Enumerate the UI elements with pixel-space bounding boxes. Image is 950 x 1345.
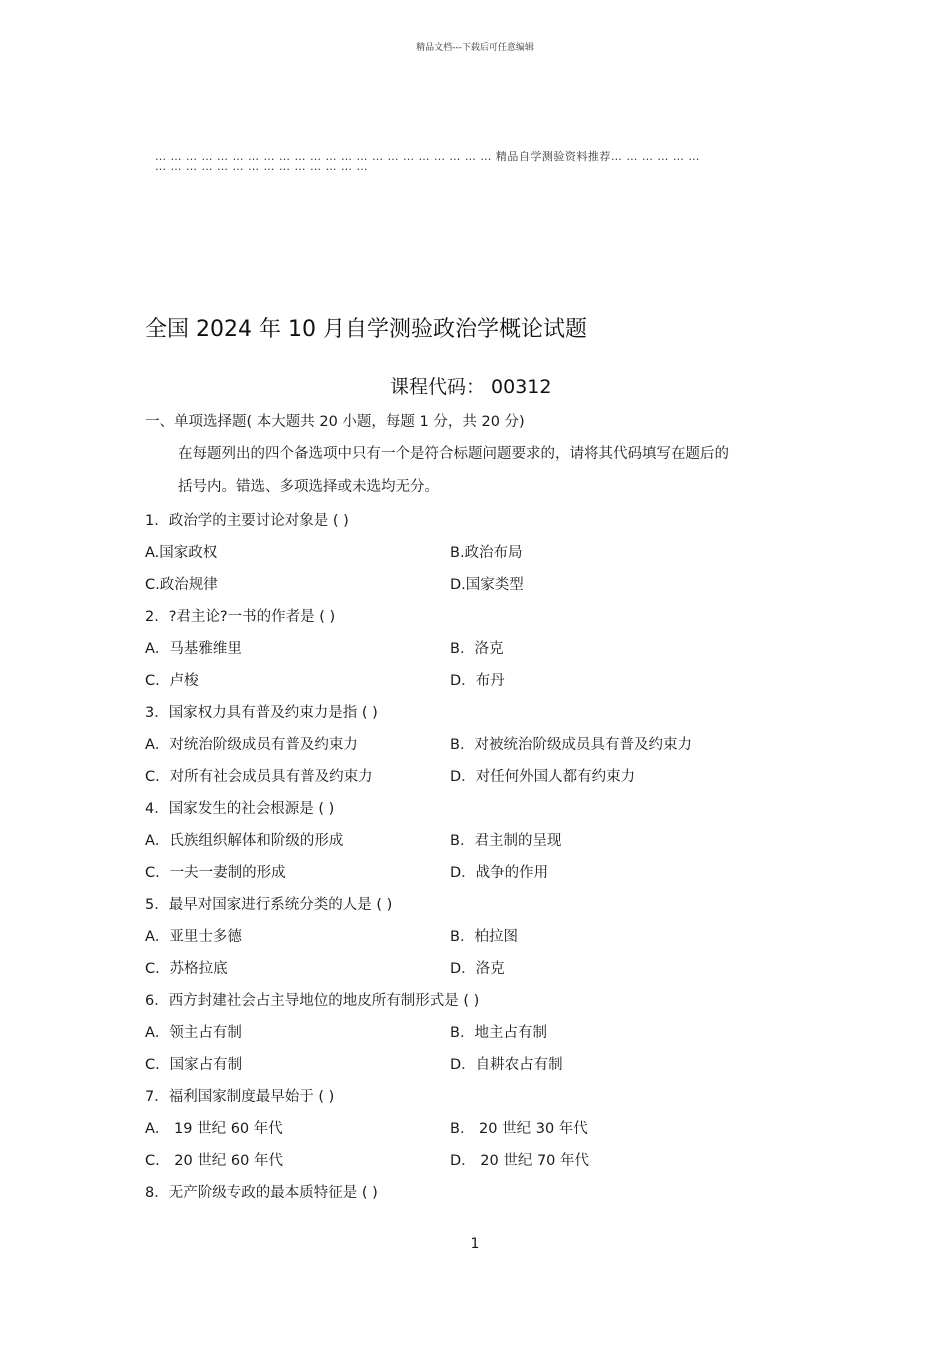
section-heading: 一、单项选择题( 本大题共 20 小题，每题 1 分，共 20 分): [145, 414, 525, 430]
exam-title: 全国 2024 年 10 月自学测验政治学概论试题: [145, 317, 587, 342]
question-stem: 6．西方封建社会占主导地位的地皮所有制形式是 ( ): [145, 993, 480, 1009]
option-c: C．卢梭: [145, 673, 199, 689]
option-a: A．领主占有制: [145, 1025, 242, 1041]
option-c: C．国家占有制: [145, 1057, 243, 1073]
option-d: D． 20 世纪 70 年代: [450, 1153, 590, 1169]
option-a: A．亚里士多德: [145, 929, 242, 945]
option-a: A.国家政权: [145, 545, 218, 561]
option-c: C． 20 世纪 60 年代: [145, 1153, 283, 1169]
section-instructions-line-2: 括号内。错选、多项选择或未选均无分。: [178, 479, 439, 495]
option-b: B．洛克: [450, 641, 504, 657]
option-a: A．对统治阶级成员有普及约束力: [145, 737, 358, 753]
question-stem: 2．?君主论?一书的作者是 ( ): [145, 609, 336, 625]
question-stem: 7．福利国家制度最早始于 ( ): [145, 1089, 335, 1105]
option-c: C.政治规律: [145, 577, 218, 593]
option-b: B．对被统治阶级成员具有普及约束力: [450, 737, 692, 753]
question-stem: 8．无产阶级专政的最本质特征是 ( ): [145, 1185, 378, 1201]
option-d: D.国家类型: [450, 577, 524, 593]
option-d: D．洛克: [450, 961, 505, 977]
option-b: B．柏拉图: [450, 929, 518, 945]
option-d: D．布丹: [450, 673, 505, 689]
option-b: B．君主制的呈现: [450, 833, 562, 849]
question-stem: 1．政治学的主要讨论对象是 ( ): [145, 513, 349, 529]
question-stem: 3．国家权力具有普及约束力是指 ( ): [145, 705, 378, 721]
option-c: C．一夫一妻制的形成: [145, 865, 286, 881]
option-a: A．马基雅维里: [145, 641, 242, 657]
option-c: C．苏格拉底: [145, 961, 228, 977]
option-b: B．地主占有制: [450, 1025, 547, 1041]
option-d: D．战争的作用: [450, 865, 549, 881]
question-stem: 4．国家发生的社会根源是 ( ): [145, 801, 335, 817]
option-b: B.政治布局: [450, 545, 523, 561]
page-number: 1: [470, 1236, 480, 1252]
page-header-note: 精品文档---下载后可任意编辑: [416, 43, 534, 53]
course-code: 课程代码： 00312: [390, 376, 552, 398]
option-d: D．自耕农占有制: [450, 1057, 563, 1073]
option-c: C．对所有社会成员具有普及约束力: [145, 769, 373, 785]
option-a: A． 19 世纪 60 年代: [145, 1121, 283, 1137]
option-b: B． 20 世纪 30 年代: [450, 1121, 588, 1137]
dotted-banner-line-1: … … … … … … … … … … … … … … … … … … … … … … 精品自学测验资料推荐… … … … … …: [155, 150, 700, 163]
question-stem: 5．最早对国家进行系统分类的人是 ( ): [145, 897, 393, 913]
option-d: D．对任何外国人都有约束力: [450, 769, 636, 785]
option-a: A．氏族组织解体和阶级的形成: [145, 833, 344, 849]
dotted-banner-line-2: … … … … … … … … … … … … … …: [155, 160, 368, 173]
section-instructions-line-1: 在每题列出的四个备选项中只有一个是符合标题问题要求的，请将其代码填写在题后的: [178, 446, 729, 462]
